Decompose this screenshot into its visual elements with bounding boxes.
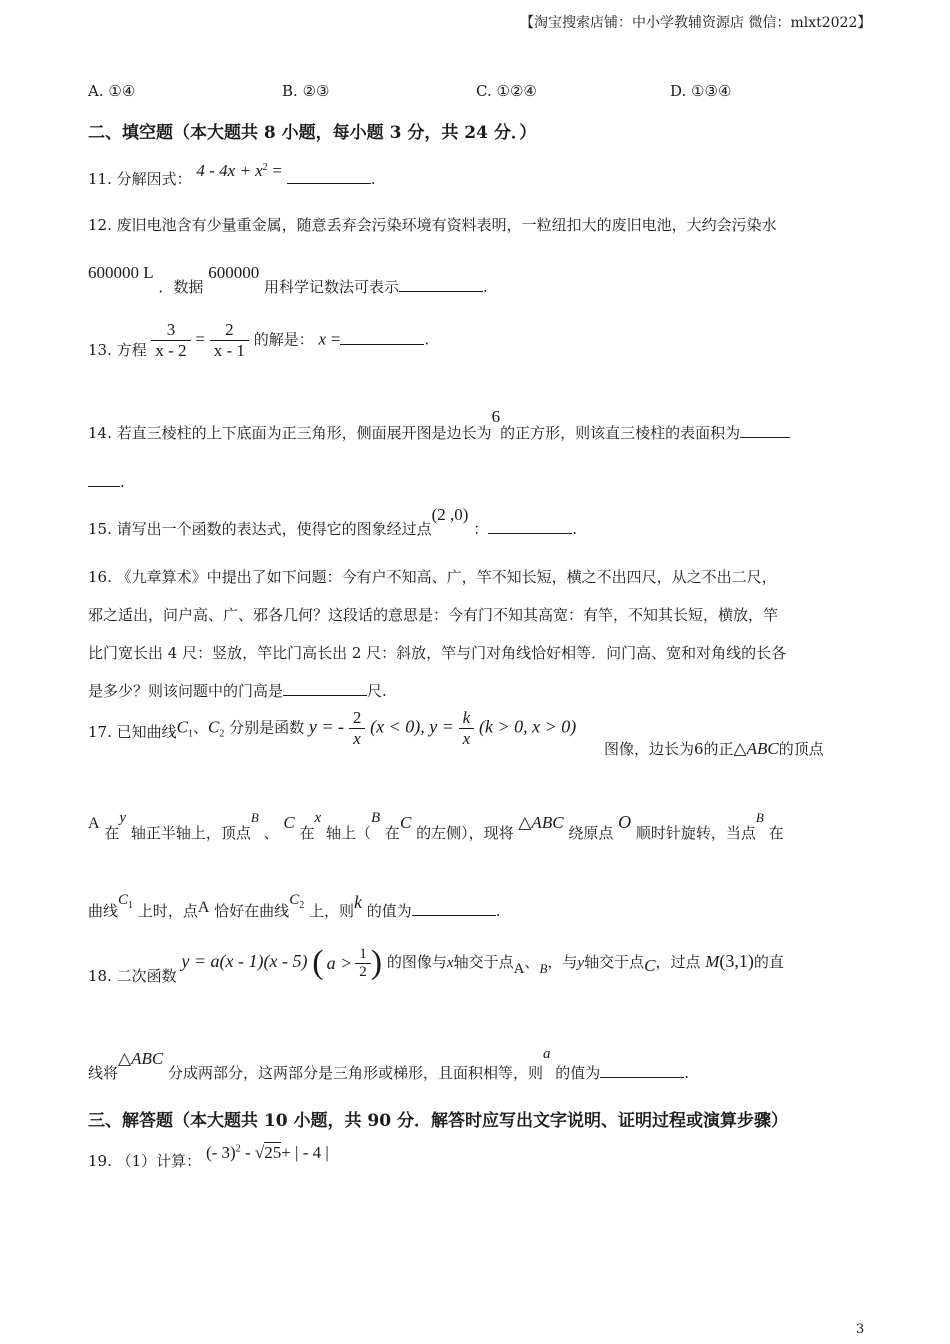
question-18-line-1: 18. 二次函数 y = a(x - 1)(x - 5) ( a > $\frac{1}{2}$ ) 的图像与x轴交于点A、B，与y轴交于点C，过点 M(3,1)的直 [88, 944, 784, 985]
q17-fraction-1: $\frac{2}{x}$ [349, 708, 366, 749]
question-17-line-3: 曲线$C_1$ 上时，点A 恰好在曲线$C_2$ 上，则k 的值为 . [88, 892, 501, 920]
option-a: A. ①④ [88, 82, 136, 100]
q12-answer-blank[interactable] [399, 277, 483, 292]
question-13: 13. 方程 $\frac{3}{x - 2}$ = $\frac{2}{x - 1}$ 的解是： x = . [88, 320, 430, 360]
q18-answer-blank[interactable] [600, 1063, 684, 1078]
question-17-line-2: A 在$^y$ 轴正半轴上，顶点$^B$ 、 C 在$^x$ 轴上（$^B$ 在C 的左侧），现将 △ABC 绕原点 O 顺时针旋转，当点$^B$ 在 [88, 810, 784, 842]
option-c: C. ①②④ [476, 82, 537, 100]
q14-answer-blank-continued[interactable] [88, 472, 120, 487]
option-d: D. ①③④ [670, 82, 732, 100]
q13-fraction-left: $\frac{3}{x - 2}$ [151, 320, 190, 361]
q11-expression: 4 - 4x + x [196, 161, 263, 180]
q13-fraction-right: $\frac{2}{x - 1}$ [210, 320, 249, 361]
sqrt-symbol: √ [254, 1143, 265, 1162]
question-12-line-1: 12. 废旧电池含有少量重金属，随意丢弃会污染环境有资料表明，一粒纽扣大的废旧电池，大约会污染水 [88, 216, 777, 234]
q15-answer-blank[interactable] [488, 519, 572, 534]
q12-amount: 600000 L [88, 263, 154, 282]
question-17-line-1-tail: 图像，边长为6的正△ABC的顶点 [604, 739, 824, 758]
page-number: 3 [856, 1322, 865, 1337]
question-16-line-2: 邪之适出，问户高、广、邪各几何？这段话的意思是：今有门不知其高宽：有竿，不知其长短，横放，竿 [88, 606, 779, 624]
question-16-line-3: 比门宽长出 4 尺：竖放，竿比门高长出 2 尺：斜放，竿与门对角线恰好相等．问门高、宽和对角线的长各 [88, 644, 787, 662]
question-17-line-1: 17. 已知曲线$C_1$、$C_2$ 分别是函数 y = - $\frac{2}{x}$ (x < 0), y = $\frac{k}{x}$ (k > 0, x > 0) [88, 708, 577, 748]
question-16-line-1: 16. 《九章算术》中提出了如下问题：今有户不知高、广，竿不知长短，横之不出四尺，从之不出二尺， [88, 568, 777, 586]
q17-fraction-2: $\frac{k}{x}$ [459, 708, 475, 749]
q19-expression: (- 3)$^2$ - √25+ | - 4 | [205, 1143, 329, 1162]
question-12-line-2: 600000 L ．数据 600000 用科学记数法可表示 . [88, 263, 488, 296]
q13-answer-blank[interactable] [340, 330, 424, 345]
q11-answer-blank[interactable] [287, 169, 371, 184]
q12-number: 600000 [208, 263, 260, 282]
question-18-line-2: 线将△ABC 分成两部分，这两部分是三角形或梯形，且面积相等，则$^a$ 的值为 . [88, 1046, 690, 1082]
question-19: 19. （1）计算： (- 3)$^2$ - √25+ | - 4 | [88, 1143, 329, 1170]
question-14-line-2: . [88, 472, 125, 491]
section-3-title: 三、解答题（本大题共 10 小题，共 90 分．解答时应写出文字说明、证明过程或演算步骤） [88, 1111, 788, 1131]
question-16-line-4: 是多少？则该问题中的门高是 尺. [88, 682, 387, 700]
option-b: B. ②③ [282, 82, 330, 100]
question-11: 11. 分解因式： $4 - 4x + x^2$ = . [88, 161, 376, 188]
q17-answer-blank[interactable] [412, 901, 496, 916]
q18-condition: ( a > $\frac{1}{2}$ ) [312, 944, 383, 981]
question-15: 15. 请写出一个函数的表达式，使得它的图象经过点(2 ,0) ： . [88, 505, 578, 538]
page-header: 【淘宝搜索店铺：中小学教辅资源店 微信：mlxt2022】 [520, 15, 872, 31]
section-2-title: 二、填空题（本大题共 8 小题，每小题 3 分，共 24 分．） [88, 123, 537, 143]
q16-answer-blank[interactable] [283, 681, 367, 696]
q18-expression: y = a(x - 1)(x - 5) [181, 951, 308, 971]
q14-answer-blank[interactable] [740, 423, 790, 438]
question-14: 14. 若直三棱柱的上下底面为正三角形，侧面展开图是边长为6的正方形，则该直三棱柱的表面积为 [88, 406, 790, 427]
q15-point: (2 ,0) [431, 505, 469, 524]
